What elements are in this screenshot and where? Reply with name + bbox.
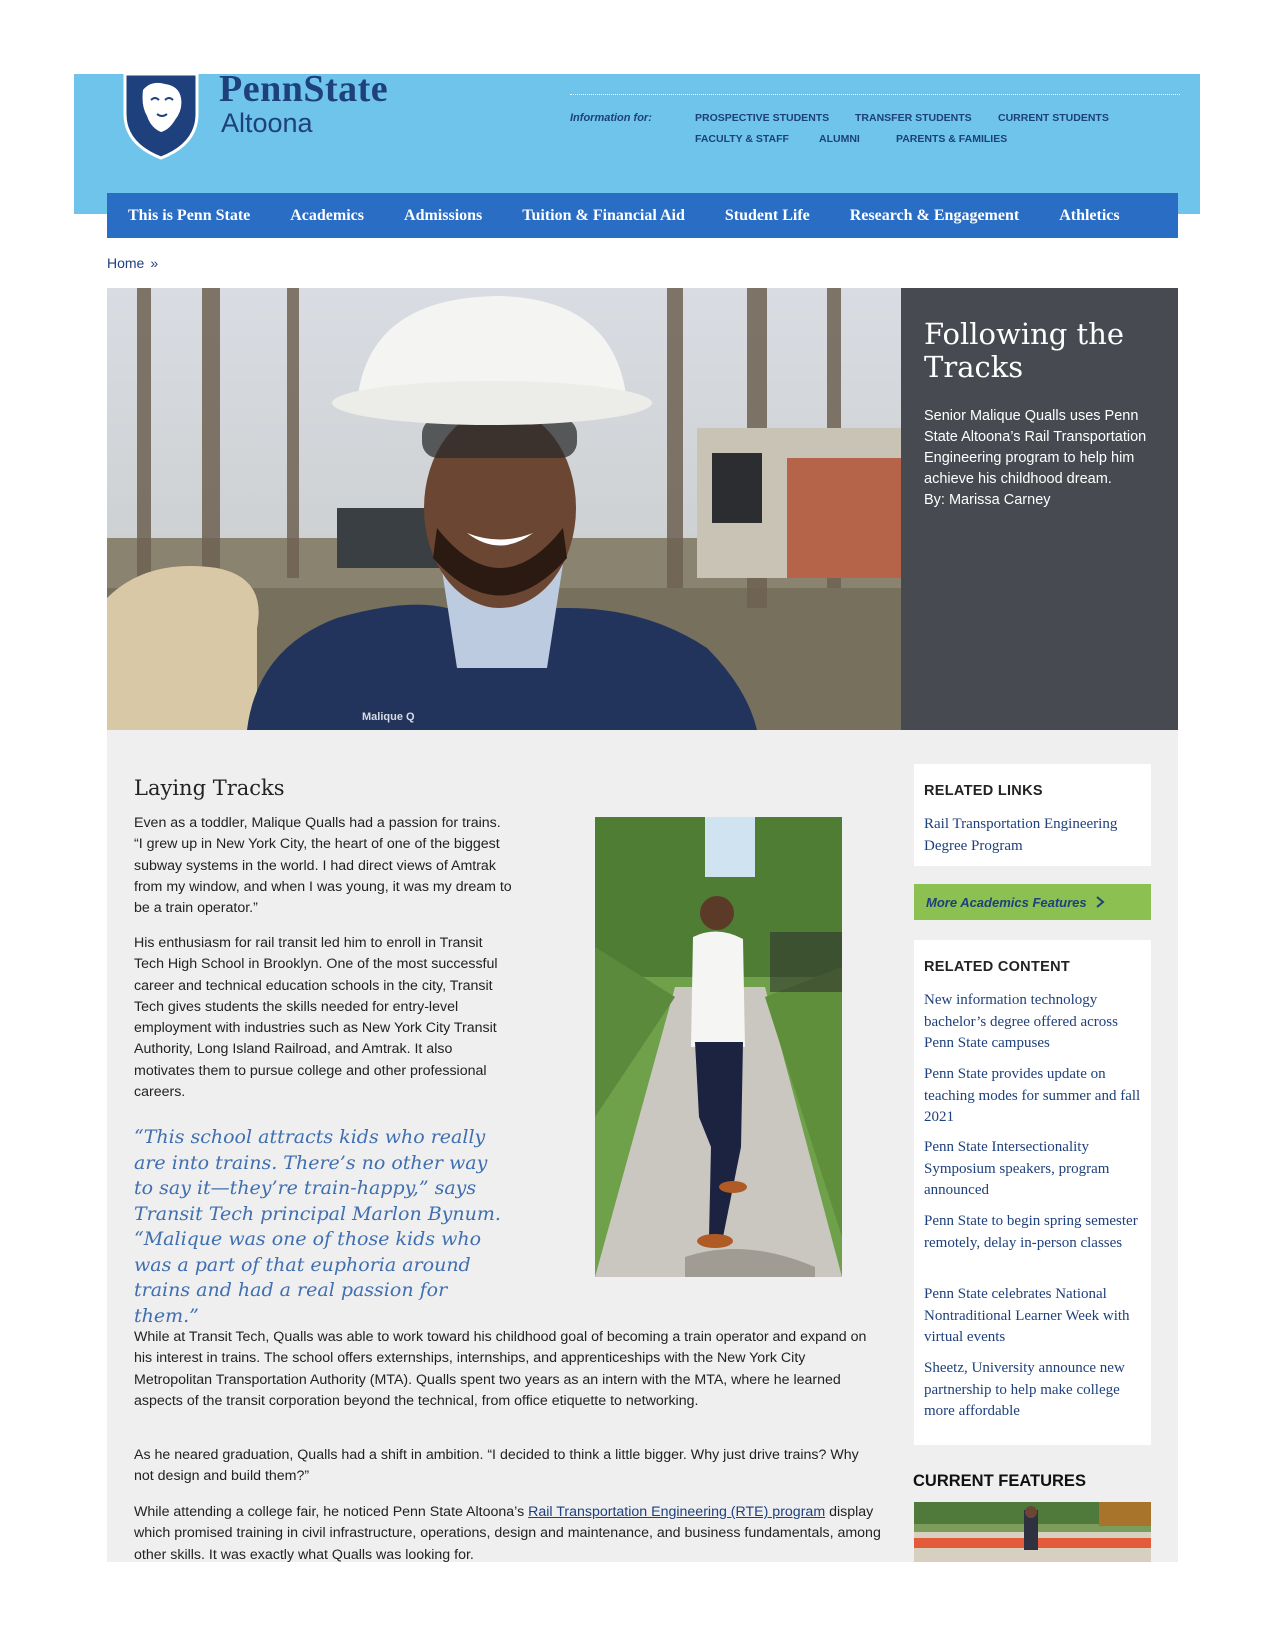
current-feature-thumbnail[interactable] [914, 1502, 1151, 1562]
nav-item-athletics[interactable]: Athletics [1059, 206, 1120, 224]
chevron-right-icon [1095, 896, 1105, 908]
main-nav [107, 193, 1178, 238]
nav-item-admissions[interactable]: Admissions [404, 206, 483, 224]
rte-program-link[interactable]: Rail Transportation Engineering (RTE) program [528, 1504, 826, 1520]
section-heading: Laying Tracks [134, 776, 285, 800]
pennstate-altoona-logo[interactable] [121, 70, 421, 160]
nav-item-academics[interactable]: Academics [290, 206, 365, 224]
brand-campus: Altoona [221, 108, 313, 138]
article-paragraph-1: Even as a toddler, Malique Qualls had a passion for trains. “I grew up in New York City, the heart of one of the biggest subway systems in the world. I had direct views of Amtrak from my window, and when I was young, it was my dream to be a train operator.” [134, 815, 512, 917]
related-link-rte-degree[interactable]: Rail Transportation Engineering Degree Program [924, 816, 1118, 854]
nav-item-research-engagement[interactable]: Research & Engagement [849, 206, 1020, 224]
article-paragraph-5-text-a: While attending a college fair, he noticed Penn State Altoona’s [134, 1504, 529, 1520]
breadcrumb-separator: » [150, 255, 159, 271]
related-links-title: RELATED LINKS [924, 783, 1043, 799]
more-academics-features-label: More Academics Features [926, 894, 1087, 910]
related-content-item[interactable]: New information technology bachelor’s degree offered across Penn State campuses [924, 992, 1118, 1051]
audience-link-parents-families[interactable]: PARENTS & FAMILIES [896, 133, 1008, 145]
jacket-embroidery-text: Malique Q [362, 711, 415, 723]
related-content-item[interactable]: Penn State to begin spring semester remotely, delay in-person classes [924, 1213, 1138, 1251]
article-paragraph-3: While at Transit Tech, Qualls was able to work toward his childhood goal of becoming a train operator and expand on his interest in trains. The school offers externships, internships, and apprenticeships with the New York City Metropolitan Transportation Authority (MTA). Qualls spent two years as an intern with the MTA, where he learned aspects of the transit corporation beyond the technical, from office etiquette to networking. [134, 1329, 867, 1409]
inline-photo-illustration [595, 817, 842, 1277]
audience-link-prospective-students[interactable]: PROSPECTIVE STUDENTS [695, 112, 830, 124]
audience-link-current-students[interactable]: CURRENT STUDENTS [998, 112, 1109, 124]
hero-photo-illustration [107, 288, 901, 730]
hero-photo [107, 288, 901, 730]
related-content-item[interactable]: Penn State celebrates National Nontraditional Learner Week with virtual events [924, 1286, 1130, 1345]
article-paragraph-5 [134, 1502, 894, 1566]
hero-summary [924, 406, 1164, 511]
related-content-item[interactable]: Penn State provides update on teaching modes for summer and fall 2021 [924, 1066, 1141, 1125]
audience-label: Information for: [570, 112, 652, 124]
current-feature-image [914, 1502, 1151, 1562]
inline-photo-student-on-path [595, 817, 842, 1277]
more-academics-features-button[interactable] [914, 884, 1151, 920]
hero-byline: By: Marissa Carney [924, 492, 1051, 508]
related-content-item[interactable]: Penn State Intersectionality Symposium speakers, program announced [924, 1139, 1110, 1198]
article-title: Following the Tracks [924, 317, 1125, 385]
audience-link-transfer-students[interactable]: TRANSFER STUDENTS [855, 112, 972, 124]
audience-link-faculty-staff[interactable]: FACULTY & STAFF [695, 133, 789, 145]
brand-name: PennState [219, 68, 389, 110]
nav-item-student-life[interactable]: Student Life [724, 206, 810, 224]
nav-item-tuition-financial-aid[interactable]: Tuition & Financial Aid [522, 206, 685, 224]
audience-link-alumni[interactable]: ALUMNI [819, 133, 860, 145]
article-paragraph-2: His enthusiasm for rail transit led him to enroll in Transit Tech High School in Brooklyn. One of the most successful career and technical education schools in the city, Transit Tech gives students the skills needed for entry-level employment with industries such as New York City Transit Authority, Long Island Railroad, and Amtrak. It also motivates them to pursue college and other professional careers. [134, 935, 498, 1101]
audience-divider [570, 94, 1180, 95]
article-paragraph-4: As he neared graduation, Qualls had a shift in ambition. “I decided to think a little bigger. Why just drive trains? Why not design and build them?” [134, 1447, 859, 1485]
related-content-item[interactable]: Sheetz, University announce new partnership to help make college more affordable [924, 1360, 1125, 1419]
nav-item-this-is-penn-state[interactable]: This is Penn State [128, 206, 251, 224]
pull-quote: “This school attracts kids who really are into trains. There’s no other way to say it—they’re train-happy,” says Transit Tech principal Marlon Bynum. “Malique was one of those kids who was a part of that euphoria around trains and had a real passion for them.” [134, 1126, 501, 1327]
hero-subtitle: Senior Malique Qualls uses Penn State Altoona’s Rail Transportation Engineering program to help him achieve his childhood dream. [924, 408, 1147, 487]
breadcrumb-home-link[interactable]: Home [107, 255, 145, 271]
breadcrumb [107, 255, 158, 271]
nittany-lion-shield-icon [121, 70, 201, 160]
current-features-title: CURRENT FEATURES [913, 1472, 1086, 1490]
related-content-title: RELATED CONTENT [924, 959, 1071, 975]
article-paragraph-5-text-b: display which promised training in civil infrastructure, operations, design and maintenance, and business fundamentals, among other skills. It was exactly what Qualls was looking for. [134, 1504, 881, 1563]
